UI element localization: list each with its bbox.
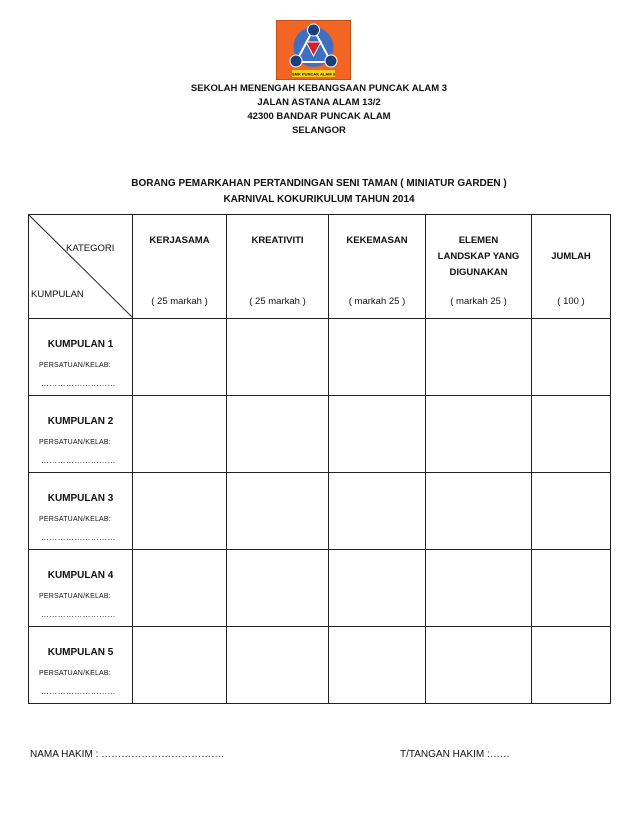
column-max-mark: ( 25 markah )	[151, 296, 208, 307]
form-subtitle: KARNIVAL KOKURIKULUM TAHUN 2014	[223, 194, 415, 205]
school-address-2: 42300 BANDAR PUNCAK ALAM	[247, 111, 391, 122]
group-name: KUMPULAN 4	[47, 570, 114, 581]
column-title: JUMLAH	[551, 251, 591, 262]
group-name: KUMPULAN 3	[47, 493, 114, 504]
total-cell[interactable]	[532, 550, 611, 627]
form-title: BORANG PEMARKAHAN PERTANDINGAN SENI TAMAN ( MINIATUR GARDEN )	[131, 178, 507, 189]
club-label: PERSATUAN/KELAB:	[39, 670, 111, 677]
group-cell	[29, 550, 133, 627]
school-name: SEKOLAH MENENGAH KEBANGSAAN PUNCAK ALAM 3	[190, 83, 448, 94]
score-cell[interactable]	[426, 319, 532, 396]
column-max-mark: ( 100 )	[557, 296, 585, 307]
judge-name-field[interactable]: NAMA HAKIM : ……………………………….	[30, 749, 224, 760]
table-row	[29, 319, 611, 396]
column-header-kekemasan	[329, 215, 426, 319]
club-blank[interactable]: ………………………	[41, 456, 116, 465]
form-heading	[0, 176, 638, 208]
group-cell	[29, 473, 133, 550]
category-label: KATEGORI	[66, 243, 115, 254]
group-cell	[29, 319, 133, 396]
club-label: PERSATUAN/KELAB:	[39, 439, 111, 446]
diagonal-line	[29, 215, 133, 318]
school-state: SELANGOR	[292, 125, 346, 136]
total-cell[interactable]	[532, 396, 611, 473]
column-max-mark: ( markah 25 )	[348, 296, 406, 307]
group-cell	[29, 627, 133, 704]
score-cell[interactable]	[227, 473, 329, 550]
score-cell[interactable]	[133, 319, 227, 396]
school-logo	[276, 20, 351, 80]
total-cell[interactable]	[532, 627, 611, 704]
table-header-row	[29, 215, 611, 319]
group-name: KUMPULAN 2	[47, 416, 114, 427]
score-cell[interactable]	[329, 550, 426, 627]
group-cell	[29, 396, 133, 473]
score-cell[interactable]	[426, 473, 532, 550]
group-name: KUMPULAN 1	[47, 339, 114, 350]
score-cell[interactable]	[227, 319, 329, 396]
score-cell[interactable]	[227, 396, 329, 473]
score-cell[interactable]	[329, 627, 426, 704]
score-cell[interactable]	[329, 473, 426, 550]
score-cell[interactable]	[133, 550, 227, 627]
table-row	[29, 473, 611, 550]
score-table	[28, 214, 611, 704]
score-cell[interactable]	[426, 396, 532, 473]
score-cell[interactable]	[133, 396, 227, 473]
score-cell[interactable]	[227, 550, 329, 627]
column-max-mark: ( markah 25 )	[450, 296, 507, 307]
school-header	[0, 82, 638, 138]
column-title: KERJASAMA	[149, 235, 210, 246]
score-cell[interactable]	[329, 396, 426, 473]
column-title-line: ELEMEN	[458, 235, 499, 246]
column-title-line: DIGUNAKAN	[449, 267, 508, 278]
club-blank[interactable]: ………………………	[41, 533, 116, 542]
column-header-kreativiti	[227, 215, 329, 319]
group-name: KUMPULAN 5	[47, 647, 114, 658]
score-cell[interactable]	[426, 550, 532, 627]
club-label: PERSATUAN/KELAB:	[39, 362, 111, 369]
column-title: KEKEMASAN	[346, 235, 408, 246]
judge-signature-field[interactable]: T/TANGAN HAKIM :……	[400, 749, 510, 760]
score-cell[interactable]	[426, 627, 532, 704]
table-row	[29, 550, 611, 627]
logo-banner-text: SMK PUNCAK ALAM 3	[292, 71, 335, 77]
score-cell[interactable]	[133, 473, 227, 550]
total-cell[interactable]	[532, 319, 611, 396]
column-header-elemen-landskap	[426, 215, 532, 319]
group-label: KUMPULAN	[31, 289, 84, 300]
club-label: PERSATUAN/KELAB:	[39, 593, 111, 600]
column-title: KREATIVITI	[251, 235, 304, 246]
column-max-mark: ( 25 markah )	[249, 296, 306, 307]
total-cell[interactable]	[532, 473, 611, 550]
table-row	[29, 627, 611, 704]
score-cell[interactable]	[133, 627, 227, 704]
club-blank[interactable]: ………………………	[41, 687, 116, 696]
club-blank[interactable]: ………………………	[41, 610, 116, 619]
column-header-kerjasama	[133, 215, 227, 319]
school-address-1: JALAN ASTANA ALAM 13/2	[257, 97, 381, 108]
table-row	[29, 396, 611, 473]
column-title-line: LANDSKAP YANG	[437, 251, 520, 262]
column-header-jumlah	[532, 215, 611, 319]
score-cell[interactable]	[329, 319, 426, 396]
score-cell[interactable]	[227, 627, 329, 704]
club-blank[interactable]: ………………………	[41, 379, 116, 388]
club-label: PERSATUAN/KELAB:	[39, 516, 111, 523]
corner-cell	[29, 215, 133, 319]
